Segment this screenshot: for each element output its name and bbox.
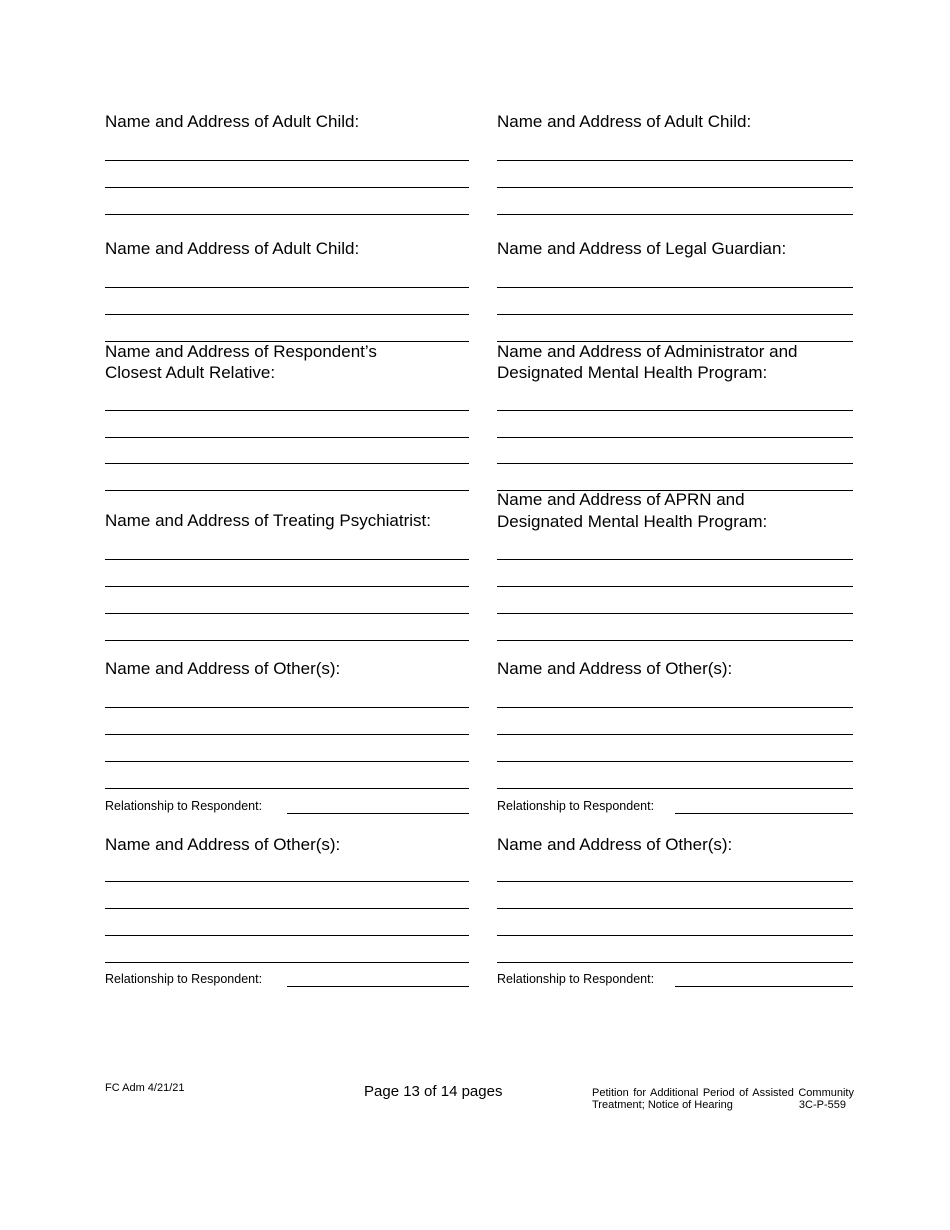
right-administrator-label-line-1: Name and Address of Administrator and xyxy=(497,342,798,361)
left-psychiatrist-line-3[interactable] xyxy=(105,613,469,614)
right-others-1-relationship-label: Relationship to Respondent: xyxy=(497,799,655,813)
right-administrator-line-3[interactable] xyxy=(497,463,853,464)
left-closest-relative-label-line-1: Name and Address of Respondent’s xyxy=(105,342,377,361)
left-closest-relative-line-3[interactable] xyxy=(105,463,469,464)
right-others-2-line-2[interactable] xyxy=(497,908,853,909)
right-aprn-line-4[interactable] xyxy=(497,640,853,641)
right-others-2-relationship-label: Relationship to Respondent: xyxy=(497,972,655,986)
right-others-1-line-1[interactable] xyxy=(497,707,853,708)
right-others-2-label: Name and Address of Other(s): xyxy=(497,835,733,854)
right-administrator-label-line-2: Designated Mental Health Program: xyxy=(497,363,768,382)
footer-form-id: FC Adm 4/21/21 xyxy=(105,1082,185,1094)
left-others-1-relationship-line[interactable] xyxy=(287,813,469,814)
right-others-2-line-1[interactable] xyxy=(497,881,853,882)
left-closest-relative-line-1[interactable] xyxy=(105,410,469,411)
right-legal-guardian-line-1[interactable] xyxy=(497,287,853,288)
left-others-1-line-4[interactable] xyxy=(105,788,469,789)
left-others-2-line-1[interactable] xyxy=(105,881,469,882)
right-others-1-line-2[interactable] xyxy=(497,734,853,735)
footer-form-title-line-2: Treatment; Notice of Hearing xyxy=(592,1099,733,1111)
left-others-1-relationship-label: Relationship to Respondent: xyxy=(105,799,263,813)
footer-form-number: 3C-P-559 xyxy=(798,1099,846,1111)
right-adult-child-label: Name and Address of Adult Child: xyxy=(497,112,752,131)
left-adult-child-2-label: Name and Address of Adult Child: xyxy=(105,239,360,258)
right-aprn-line-1[interactable] xyxy=(497,559,853,560)
left-closest-relative-line-2[interactable] xyxy=(105,437,469,438)
right-adult-child-line-1[interactable] xyxy=(497,160,853,161)
right-aprn-line-3[interactable] xyxy=(497,613,853,614)
right-aprn-line-2[interactable] xyxy=(497,586,853,587)
left-closest-relative-label-line-2: Closest Adult Relative: xyxy=(105,363,276,382)
right-others-1-label: Name and Address of Other(s): xyxy=(497,659,733,678)
footer-form-title-line-1: Petition for Additional Period of Assisted Community xyxy=(592,1087,854,1099)
left-adult-child-1-label: Name and Address of Adult Child: xyxy=(105,112,360,131)
right-others-2-line-4[interactable] xyxy=(497,962,853,963)
right-administrator-line-1[interactable] xyxy=(497,410,853,411)
left-others-1-line-1[interactable] xyxy=(105,707,469,708)
right-administrator-line-2[interactable] xyxy=(497,437,853,438)
footer-page-number: Page 13 of 14 pages xyxy=(364,1083,503,1100)
left-adult-child-1-line-2[interactable] xyxy=(105,187,469,188)
right-others-2-relationship-line[interactable] xyxy=(675,986,853,987)
left-others-2-relationship-line[interactable] xyxy=(287,986,469,987)
footer-form-title xyxy=(592,1087,854,1111)
right-aprn-label-line-1: Name and Address of APRN and xyxy=(497,490,745,509)
footer-form-title-line-2-row xyxy=(592,1099,854,1111)
left-adult-child-1-line-1[interactable] xyxy=(105,160,469,161)
right-aprn-label-line-2: Designated Mental Health Program: xyxy=(497,512,768,531)
right-adult-child-line-2[interactable] xyxy=(497,187,853,188)
left-others-2-label: Name and Address of Other(s): xyxy=(105,835,341,854)
left-others-1-line-2[interactable] xyxy=(105,734,469,735)
left-others-1-line-3[interactable] xyxy=(105,761,469,762)
left-others-2-line-4[interactable] xyxy=(105,962,469,963)
right-legal-guardian-label: Name and Address of Legal Guardian: xyxy=(497,239,787,258)
right-others-1-line-4[interactable] xyxy=(497,788,853,789)
left-adult-child-2-line-1[interactable] xyxy=(105,287,469,288)
right-others-1-relationship-line[interactable] xyxy=(675,813,853,814)
right-others-1-line-3[interactable] xyxy=(497,761,853,762)
left-closest-relative-line-4[interactable] xyxy=(105,490,469,491)
left-psychiatrist-line-4[interactable] xyxy=(105,640,469,641)
left-psychiatrist-line-2[interactable] xyxy=(105,586,469,587)
left-adult-child-1-line-3[interactable] xyxy=(105,214,469,215)
left-psychiatrist-line-1[interactable] xyxy=(105,559,469,560)
left-others-2-line-2[interactable] xyxy=(105,908,469,909)
right-others-2-line-3[interactable] xyxy=(497,935,853,936)
left-others-1-label: Name and Address of Other(s): xyxy=(105,659,341,678)
left-psychiatrist-label: Name and Address of Treating Psychiatrist: xyxy=(105,511,431,530)
left-others-2-relationship-label: Relationship to Respondent: xyxy=(105,972,263,986)
right-adult-child-line-3[interactable] xyxy=(497,214,853,215)
left-adult-child-2-line-2[interactable] xyxy=(105,314,469,315)
right-legal-guardian-line-2[interactable] xyxy=(497,314,853,315)
left-others-2-line-3[interactable] xyxy=(105,935,469,936)
